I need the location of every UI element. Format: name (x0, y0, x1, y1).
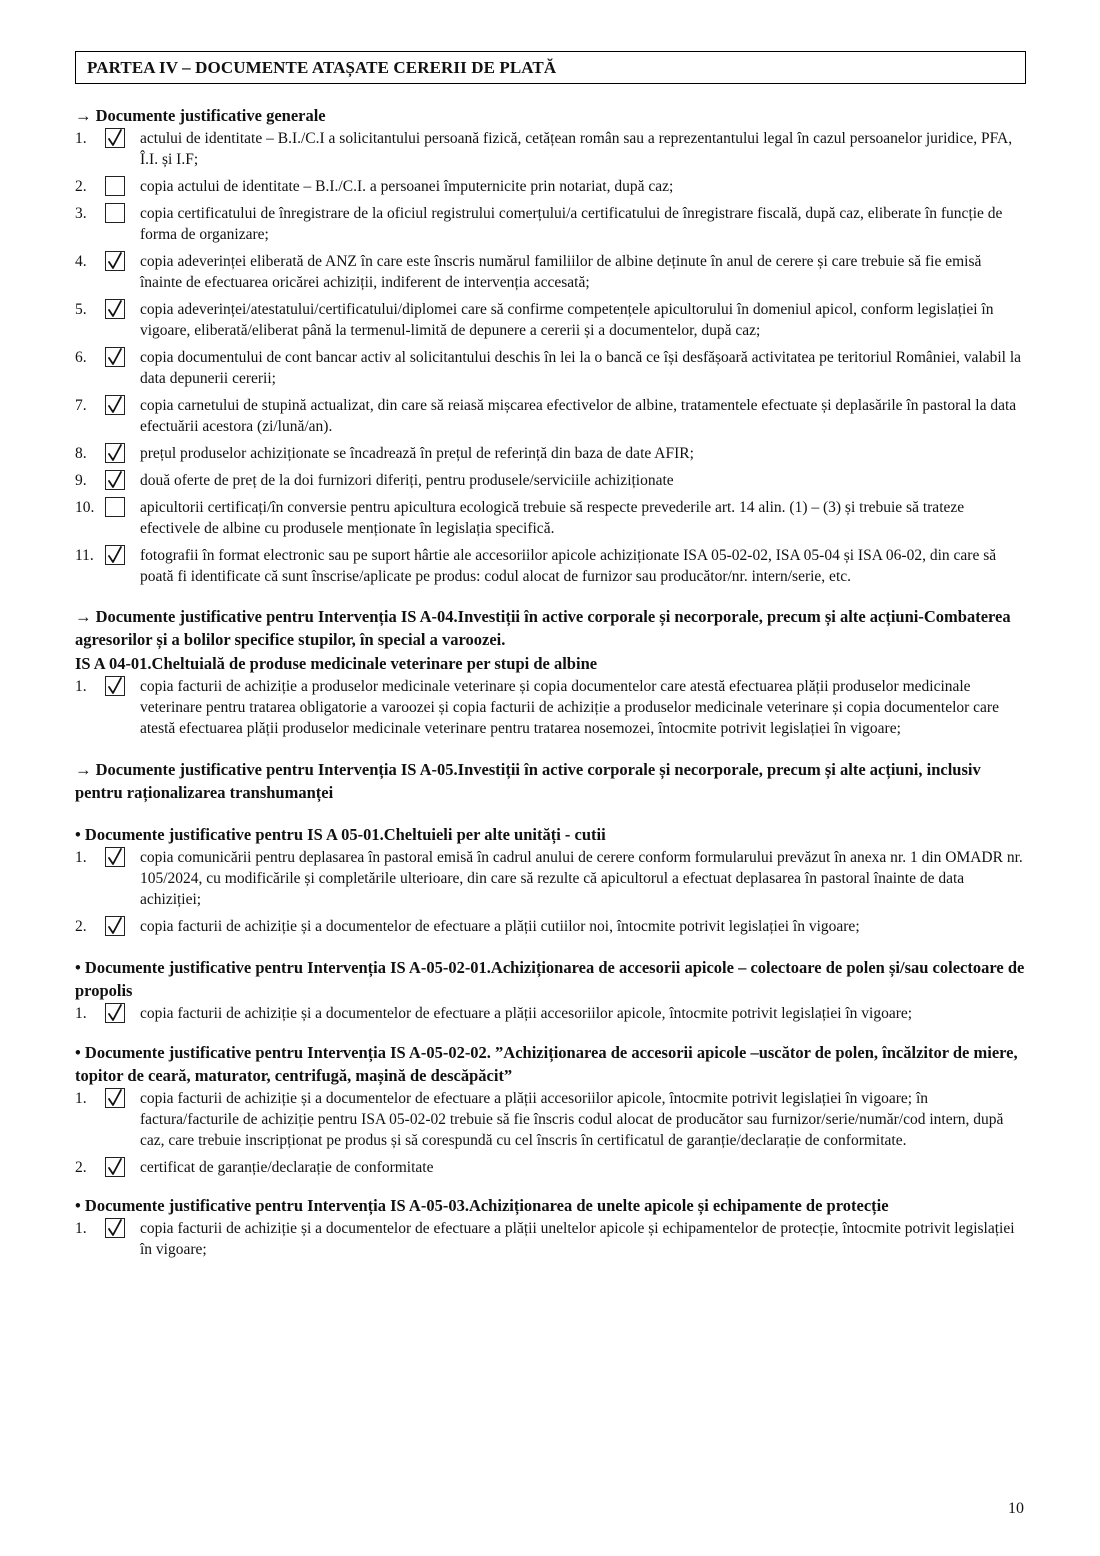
checkbox-checked[interactable] (105, 916, 125, 936)
checkmark-icon (107, 471, 123, 489)
item-text: fotografii în format electronic sau pe suport hârtie ale accesoriilor apicole achiziționate ISA 05-02-02, ISA 05-04 și ISA 06-02, din care să poată fi identificate că sunt înscrise/aplicate pe produs: codul alocat de furnizor sau producător/nr. intern/serie, etc. (140, 547, 997, 585)
item-number: 1. (75, 678, 87, 695)
item-number: 1. (75, 1005, 87, 1022)
checkbox-checked[interactable] (105, 470, 125, 490)
list-item (75, 1003, 1026, 1024)
checkbox-checked[interactable] (105, 1003, 125, 1023)
section-title: → Documente justificative pentru Intervenția IS A-04.Investiții în active corporale și necorporale, precum și alte acțiuni-Combaterea agresorilor și a bolilor specifice stupilor, în special a varoozei. (75, 607, 1011, 649)
list-item (75, 847, 1026, 910)
list-item (75, 470, 1026, 491)
checkbox-unchecked[interactable] (105, 176, 125, 196)
section (75, 1041, 1026, 1178)
checkmark-icon (107, 848, 123, 866)
section-title: • Documente justificative pentru Intervenția IS A-05-02-02. ”Achiziționarea de accesorii apicole –uscător de polen, încălzitor de miere, topitor de ceară, maturator, centrifugă, mașină de descăpăcit” (75, 1043, 1018, 1085)
list-item (75, 1218, 1026, 1260)
checkbox-checked[interactable] (105, 347, 125, 367)
part-title: PARTEA IV – DOCUMENTE ATAȘATE CERERII DE PLATĂ (87, 57, 557, 77)
checkbox-checked[interactable] (105, 395, 125, 415)
item-text: copia adeverinței eliberată de ANZ în care este înscris numărul familiilor de albine deținute în anul de cerere și care trebuie să fie emisă înainte de efectuarea oricărei achiziții, indiferent de intervenția accesată; (140, 253, 982, 291)
item-number: 6. (75, 349, 87, 366)
item-text: copia documentului de cont bancar activ al solicitantului deschis în lei la o bancă ce își desfășoară activitatea pe teritoriul României, valabil la data depunerii cererii; (140, 349, 1022, 387)
item-text: copia comunicării pentru deplasarea în pastoral emisă în cadrul anului de cerere conform formularului prevăzut în anexa nr. 1 din OMADR nr. 105/2024, cu modificările și completările ulterioare, din care să rezulte că apicultorul a efectuat deplasarea în pastoral înainte de data achiziției; (140, 849, 1023, 908)
list-item (75, 299, 1026, 341)
checkmark-icon (107, 917, 123, 935)
checkmark-icon (107, 1219, 123, 1237)
part-header (75, 51, 1026, 84)
checkmark-icon (107, 444, 123, 462)
item-text: apicultorii certificați/în conversie pentru apicultura ecologică trebuie să respecte prevederile art. 14 alin. (1) – (3) și trebuie să trateze efectivele de albine cu produsele menționate în legislația specifică. (140, 499, 965, 537)
checkbox-checked[interactable] (105, 1218, 125, 1238)
checkmark-icon (107, 1089, 123, 1107)
item-text: prețul produselor achiziționate se încadrează în prețul de referință din baza de date AFIR; (140, 445, 694, 462)
item-text: copia facturii de achiziție și a documentelor de efectuare a plății cutiilor noi, întocmite potrivit legislației în vigoare; (140, 918, 860, 935)
item-number: 9. (75, 472, 87, 489)
item-text: copia facturii de achiziție și a documentelor de efectuare a plății accesoriilor apicole, întocmite potrivit legislației în vigoare; în factura/facturile de achiziție pentru ISA 05-02-02 trebuie să fie înscris codul alocat de producător sau furnizor/serie/număr/cod intern, după caz, care trebuie inscripționat pe produs și să corespundă cu cel înscris în certificatul de garanție/declarație de conformitate. (140, 1090, 1004, 1149)
sections-container (75, 104, 1026, 1260)
item-number: 2. (75, 1159, 87, 1176)
item-text: certificat de garanție/declarație de conformitate (140, 1159, 434, 1176)
list-item (75, 545, 1026, 587)
section-title: • Documente justificative pentru Intervenția IS A-05-03.Achiziționarea de unelte apicole și echipamente de protecție (75, 1196, 889, 1215)
list-item (75, 395, 1026, 437)
list-item (75, 347, 1026, 389)
section (75, 104, 1026, 587)
item-number: 1. (75, 849, 87, 866)
checkmark-icon (107, 1004, 123, 1022)
checkbox-checked[interactable] (105, 676, 125, 696)
checkmark-icon (107, 300, 123, 318)
checkmark-icon (107, 348, 123, 366)
section (75, 605, 1026, 739)
section (75, 1194, 1026, 1260)
section-title: → Documente justificative pentru Intervenția IS A-05.Investiții în active corporale și necorporale, precum și alte acțiuni, inclusiv pentru raționalizarea transhumanței (75, 760, 981, 802)
checkbox-unchecked[interactable] (105, 497, 125, 517)
checkbox-checked[interactable] (105, 847, 125, 867)
list-item (75, 128, 1026, 170)
item-text: copia facturii de achiziție a produselor medicinale veterinare și copia documentelor care atestă efectuarea plății produselor medicinale veterinare pentru tratarea obligatorie a varoozei și copia facturii de achiziție a produselor medicinale veterinare și copia documentelor care atestă efectuarea plății produselor medicinale veterinare pentru tratarea nosemozei, întocmite potrivit legislației în vigoare; (140, 678, 999, 737)
checkmark-icon (107, 1158, 123, 1176)
checkbox-checked[interactable] (105, 251, 125, 271)
checkbox-checked[interactable] (105, 128, 125, 148)
checkbox-checked[interactable] (105, 1157, 125, 1177)
list-item (75, 1157, 1026, 1178)
page-number: 10 (1008, 1500, 1024, 1517)
list-item (75, 676, 1026, 739)
item-text: copia adeverinței/atestatului/certificatului/diplomei care să confirme competențele apicultorului în domeniul apicol, conform legislației în vigoare, eliberată/eliberat până la termenul-limită de depunere a cererii și a documentelor, după caz; (140, 301, 994, 339)
checkbox-checked[interactable] (105, 443, 125, 463)
item-number: 7. (75, 397, 87, 414)
list-item (75, 203, 1026, 245)
checkmark-icon (107, 677, 123, 695)
item-text: copia facturii de achiziție și a documentelor de efectuare a plății uneltelor apicole și echipamentelor de protecție, întocmite potrivit legislației în vigoare; (140, 1220, 1015, 1258)
item-number: 1. (75, 1090, 87, 1107)
list-item (75, 176, 1026, 197)
item-number: 1. (75, 1220, 87, 1237)
checkmark-icon (107, 546, 123, 564)
item-number: 8. (75, 445, 87, 462)
list-item (75, 251, 1026, 293)
checkmark-icon (107, 129, 123, 147)
item-text: copia facturii de achiziție și a documentelor de efectuare a plății accesoriilor apicole, întocmite potrivit legislației în vigoare; (140, 1005, 913, 1022)
item-number: 2. (75, 178, 87, 195)
item-number: 11. (75, 547, 94, 564)
item-number: 5. (75, 301, 87, 318)
list-item (75, 443, 1026, 464)
item-text: copia carnetului de stupină actualizat, din care să reiasă mișcarea efectivelor de albine, tratamentele efectuate și deplasările în pastoral la data efectuării acestora (zi/lună/an). (140, 397, 1017, 435)
list-item (75, 497, 1026, 539)
section (75, 758, 1026, 804)
item-number: 10. (75, 499, 95, 516)
item-text: copia certificatului de înregistrare de la oficiul registrului comerțului/a certificatului de înregistrare fiscală, după caz, eliberate în funcție de forma de organizare; (140, 205, 1003, 243)
section (75, 956, 1026, 1024)
list-item (75, 916, 1026, 937)
item-number: 1. (75, 130, 87, 147)
item-text: copia actului de identitate – B.I./C.I. a persoanei împuternicite prin notariat, după caz; (140, 178, 674, 195)
section-title: • Documente justificative pentru IS A 05-01.Cheltuieli per alte unități - cutii (75, 825, 606, 844)
section-subtitle: IS A 04-01.Cheltuială de produse medicinale veterinare per stupi de albine (75, 654, 598, 673)
document-page (75, 51, 1026, 1266)
item-number: 2. (75, 918, 87, 935)
checkbox-checked[interactable] (105, 545, 125, 565)
section (75, 823, 1026, 937)
item-text: două oferte de preț de la doi furnizori diferiți, pentru produsele/serviciile achiziționate (140, 472, 674, 489)
item-number: 3. (75, 205, 87, 222)
item-text: actului de identitate – B.I./C.I a solicitantului persoană fizică, cetățean român sau a reprezentantului legal în cazul persoanelor juridice, PFA, Î.I. și I.F; (140, 130, 1013, 168)
checkbox-unchecked[interactable] (105, 203, 125, 223)
section-title: → Documente justificative generale (75, 106, 326, 125)
checkmark-icon (107, 252, 123, 270)
checkmark-icon (107, 396, 123, 414)
checkbox-checked[interactable] (105, 1088, 125, 1108)
checkbox-checked[interactable] (105, 299, 125, 319)
item-number: 4. (75, 253, 87, 270)
section-title: • Documente justificative pentru Intervenția IS A-05-02-01.Achiziționarea de accesorii apicole – colectoare de polen și/sau colectoare de propolis (75, 958, 1025, 1000)
list-item (75, 1088, 1026, 1151)
